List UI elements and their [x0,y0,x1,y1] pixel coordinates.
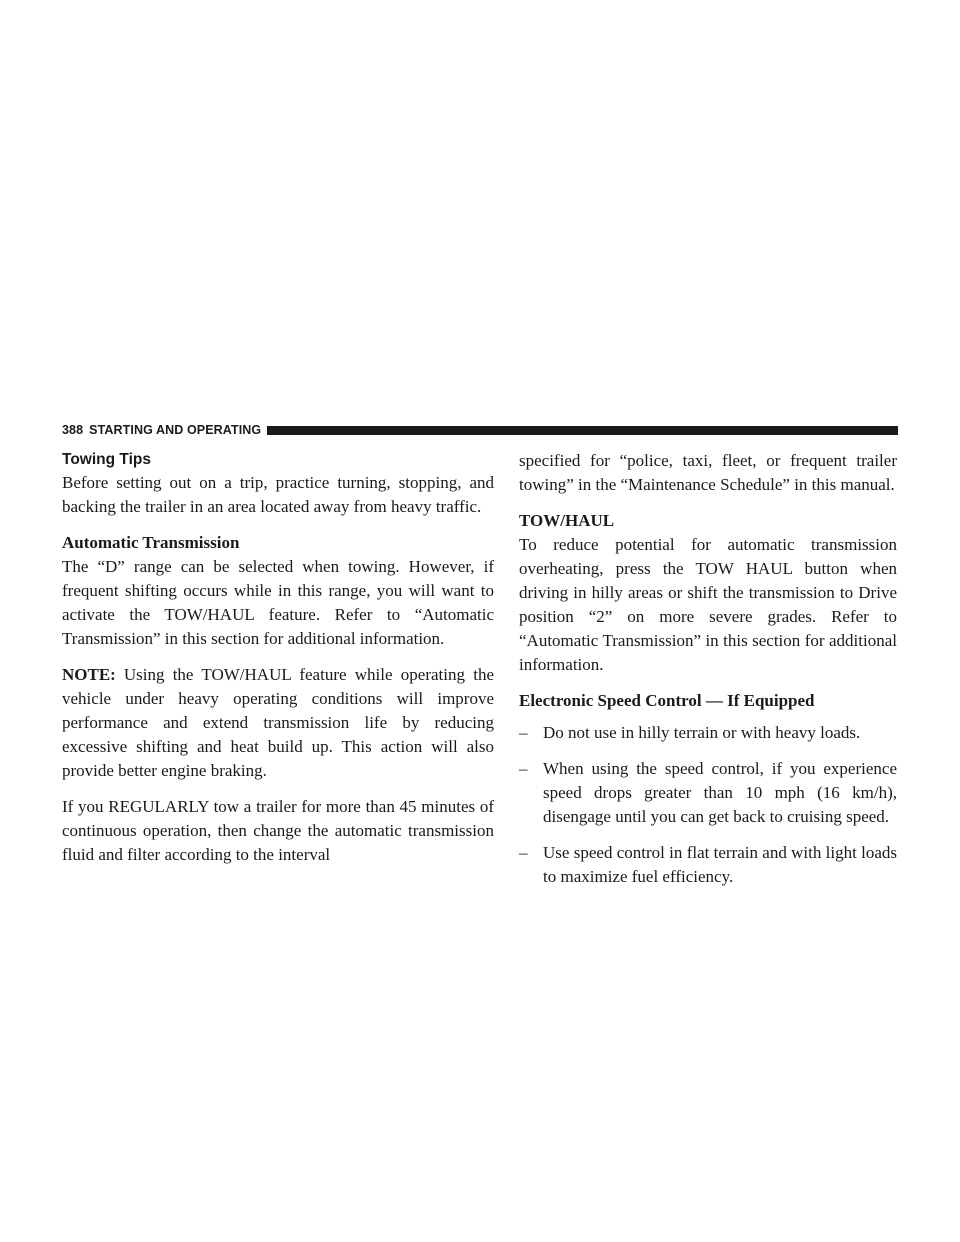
header-rule [267,426,898,435]
note-paragraph [62,663,494,783]
regular-towing-paragraph: If you REGULARLY tow a trailer for more than 45 minutes of continuous operation, then change the automatic transmission fluid and filter according to the interval [62,797,494,864]
list-item-text: When using the speed control, if you experience speed drops greater than 10 mph (16 km/h), disengage until you can get back to cruising speed. [543,759,897,826]
section-title-towing-tips: Towing Tips [62,451,151,468]
dash-bullet: – [519,723,528,742]
left-column [62,449,494,867]
list-item [519,757,897,829]
subhead-tow-haul: TOW/HAUL [519,511,615,530]
automatic-transmission-paragraph: The “D” range can be selected when towing. However, if frequent shifting occurs while in this range, you will want to activate the TOW/HAUL feature. Refer to “Automatic Transmission” in this section for additional information. [62,557,494,648]
page-number: 388 [62,423,84,437]
list-item [519,721,897,745]
intro-paragraph: Before setting out on a trip, practice turning, stopping, and backing the trailer in an area located away from heavy traffic. [62,473,494,516]
subhead-automatic-transmission: Automatic Transmission [62,533,240,552]
list-item-text: Use speed control in flat terrain and with light loads to maximize fuel efficiency. [543,843,897,886]
right-column [519,449,897,901]
note-body: Using the TOW/HAUL feature while operating the vehicle under heavy operating conditions will improve performance and extend transmission life by reducing excessive shifting and heat build up. This action will also provide better engine braking. [62,665,494,780]
subhead-speed-control: Electronic Speed Control — If Equipped [519,691,815,710]
list-item-text: Do not use in hilly terrain or with heavy loads. [543,723,861,742]
section-name: STARTING AND OPERATING [89,423,262,437]
list-item [519,841,897,889]
dash-bullet: – [519,843,528,862]
continuation-paragraph: specified for “police, taxi, fleet, or frequent trailer towing” in the “Maintenance Schedule” in this manual. [519,451,897,494]
tow-haul-paragraph: To reduce potential for automatic transmission overheating, press the TOW HAUL button when driving in hilly areas or shift the transmission to Drive position “2” on more severe grades. Refer to “Automatic Transmission” in this section for additional information. [519,535,897,674]
page-header [62,423,898,437]
dash-bullet: – [519,759,528,778]
note-label: NOTE: [62,665,116,684]
